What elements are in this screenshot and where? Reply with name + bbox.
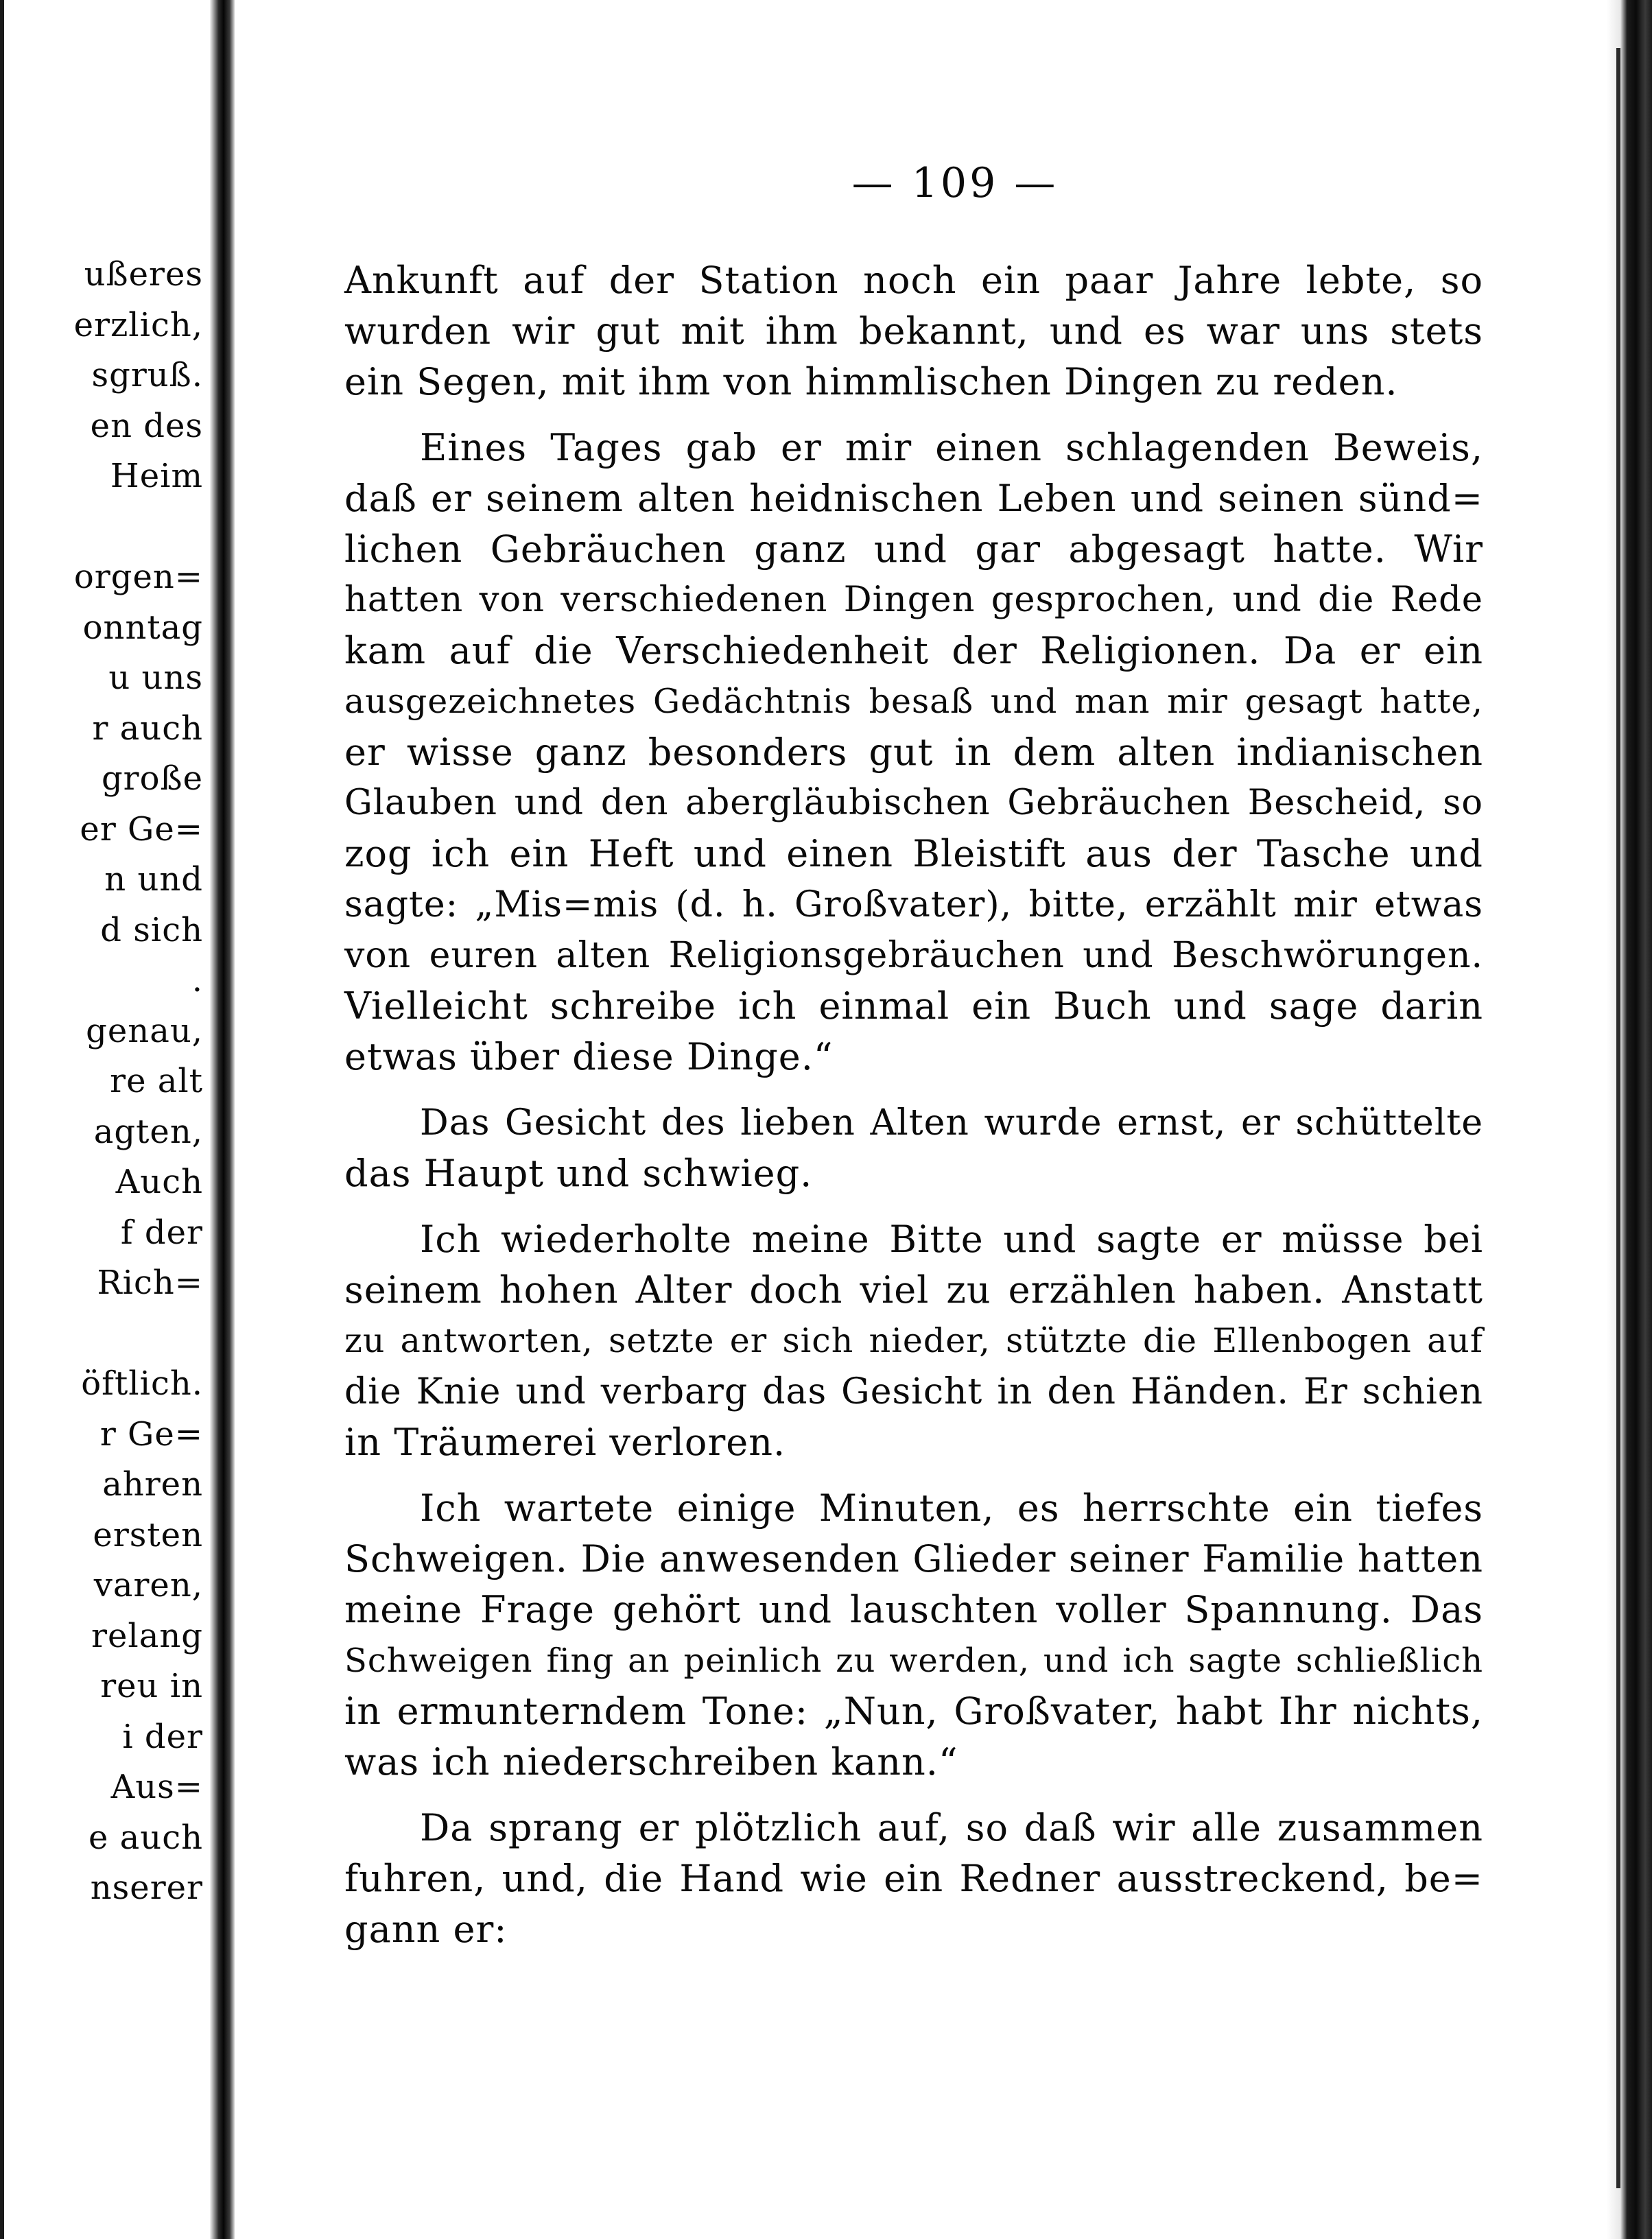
text-line: wurden wir gut mit ihm bekannt, und es war uns stets <box>344 309 1483 353</box>
previous-page-line: ahren <box>102 1465 203 1504</box>
text-line: Schweigen fing an peinlich zu werden, und ich sagte schließlich <box>344 1642 1483 1680</box>
text-line: das Haupt und schwieg. <box>344 1152 813 1195</box>
text-line: sagte: „Mis=mis (d. h. Großvater), bitte, erzählt mir etwas <box>344 884 1483 925</box>
text-line: Schweigen. Die anwesenden Glieder seiner Familie hatten <box>344 1537 1483 1580</box>
paragraph <box>344 255 1483 407</box>
previous-page-line: relang <box>91 1616 203 1655</box>
previous-page-line: i der <box>122 1717 203 1756</box>
previous-page-line: e auch <box>88 1818 203 1857</box>
previous-page-line: Auch <box>115 1163 203 1201</box>
cover-edge-line <box>1616 48 1620 2188</box>
paragraph <box>344 1483 1483 1788</box>
previous-page-line: . <box>191 961 203 999</box>
previous-page-line: varen, <box>93 1566 203 1604</box>
text-line: was ich niederschreiben kann.“ <box>344 1740 958 1784</box>
text-line: zog ich ein Heft und einen Bleistift aus der Tasche und <box>344 832 1483 875</box>
text-line: Ankunft auf der Station noch ein paar Jahre lebte, so <box>344 259 1483 302</box>
text-line: Da sprang er plötzlich auf, so daß wir alle zusammen <box>420 1806 1483 1849</box>
text-line: lichen Gebräuchen ganz und gar abgesagt hatte. Wir <box>344 528 1483 571</box>
paragraph-spacing <box>344 1082 1483 1098</box>
previous-page-line: r auch <box>92 709 203 748</box>
previous-page-line: u uns <box>108 659 203 697</box>
previous-page-line: reu in <box>100 1667 203 1705</box>
text-line: seinem hohen Alter doch viel zu erzählen haben. Anstatt <box>344 1268 1483 1312</box>
previous-page-text <box>4 0 203 2239</box>
text-line: daß er seinem alten heidnischen Leben und seinen sünd= <box>344 477 1483 520</box>
previous-page-line: en des <box>90 406 203 445</box>
previous-page-line: f der <box>120 1213 203 1252</box>
paragraph-spacing <box>344 407 1483 423</box>
previous-page-line: genau, <box>86 1011 203 1050</box>
paragraph-spacing <box>344 1199 1483 1214</box>
previous-page-line: agten, <box>93 1112 203 1151</box>
previous-page-line: nserer <box>90 1869 203 1907</box>
text-line: in Träumerei verloren. <box>344 1421 786 1464</box>
paragraph-spacing <box>344 1468 1483 1483</box>
previous-page-line: öftlich. <box>81 1364 203 1403</box>
previous-page-line: r Ge= <box>99 1414 203 1454</box>
page-number: — 109 — <box>851 159 1059 207</box>
text-line: zu antworten, setzte er sich nieder, stützte die Ellenbogen auf <box>344 1321 1483 1360</box>
previous-page-line: sgruß. <box>91 356 203 394</box>
text-line: fuhren, und, die Hand wie ein Redner ausstreckend, be= <box>344 1857 1483 1900</box>
text-line: die Knie und verbarg das Gesicht in den Händen. Er schien <box>344 1371 1483 1412</box>
previous-page-line: erzlich, <box>73 305 203 344</box>
previous-page-line: Heim <box>110 457 203 495</box>
paragraph <box>344 1098 1483 1199</box>
paragraph-spacing <box>344 1788 1483 1803</box>
previous-page-fragment <box>4 0 210 2239</box>
previous-page-line: Rich= <box>97 1264 203 1302</box>
previous-page-line: Aus= <box>110 1768 203 1806</box>
previous-page-line: ersten <box>93 1515 203 1554</box>
text-line: er wisse ganz besonders gut in dem alten indianischen <box>344 731 1483 774</box>
text-line: Glauben und den abergläubischen Gebräuchen Bescheid, so <box>344 783 1483 823</box>
text-line: in ermunterndem Tone: „Nun, Großvater, habt Ihr nichts, <box>344 1690 1483 1733</box>
paragraph <box>344 1214 1483 1468</box>
paragraph <box>344 423 1483 1082</box>
page-body-text <box>344 255 1483 1955</box>
text-line: ein Segen, mit ihm von himmlischen Dingen zu reden. <box>344 360 1398 403</box>
text-line: gann er: <box>344 1908 508 1951</box>
previous-page-line: onntag <box>82 608 203 647</box>
previous-page-line: n und <box>104 860 203 899</box>
paragraph <box>344 1803 1483 1955</box>
text-line: etwas über diese Dinge.“ <box>344 1035 834 1078</box>
text-line: Ich wiederholte meine Bitte und sagte er müsse bei <box>420 1218 1483 1261</box>
text-line: Eines Tages gab er mir einen schlagenden Beweis, <box>420 426 1483 469</box>
text-line: von euren alten Religionsgebräuchen und Beschwörungen. <box>344 935 1483 976</box>
previous-page-line: d sich <box>100 910 203 949</box>
previous-page-line: große <box>101 759 203 798</box>
book-gutter <box>210 0 235 2239</box>
previous-page-line: er Ge= <box>80 809 203 849</box>
previous-page-line: ußeres <box>84 255 203 294</box>
text-line: Das Gesicht des lieben Alten wurde ernst, er schüttelte <box>420 1102 1483 1144</box>
previous-page-line: orgen= <box>73 558 203 596</box>
book-cover-edge <box>1607 0 1652 2239</box>
text-line: meine Frage gehört und lauschten voller Spannung. Das <box>344 1588 1483 1631</box>
text-line: ausgezeichnetes Gedächtnis besaß und man mir gesagt hatte, <box>344 682 1483 721</box>
text-line: Vielleicht schreibe ich einmal ein Buch und sage darin <box>344 984 1483 1028</box>
text-line: kam auf die Verschiedenheit der Religionen. Da er ein <box>344 629 1483 672</box>
previous-page-line: re alt <box>110 1062 203 1100</box>
book-page <box>235 0 1607 2239</box>
text-line: Ich wartete einige Minuten, es herrschte ein tiefes <box>420 1486 1483 1530</box>
text-line: hatten von verschiedenen Dingen gesprochen, und die Rede <box>344 580 1483 620</box>
